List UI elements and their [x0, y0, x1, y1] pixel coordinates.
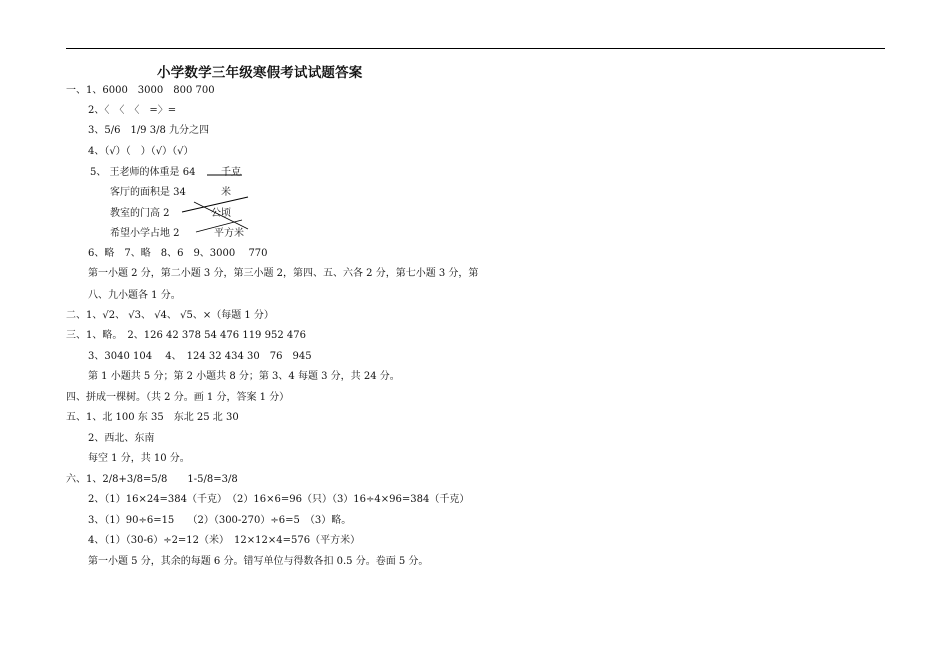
s6-q2: 2、（1）16×24=384（千克） （2）16×6=96（只）（3）16÷4×96=384（千克） [88, 494, 470, 505]
unit-sqm: 平方米 [214, 228, 244, 239]
s2: 二、1、√2、 √3、 √4、 √5、×（每题 1 分） [66, 310, 274, 321]
s5-score: 每空 1 分，共 10 分。 [88, 453, 190, 464]
s1-score-a: 第一小题 2 分，第二小题 3 分，第三小题 2，第四、五、六各 2 分，第七小题 3 分，第 [88, 268, 479, 279]
s4: 四、拼成一棵树。（共 2 分。画 1 分，答案 1 分） [66, 392, 290, 403]
s3-q3: 3、3040 104 4、 124 32 434 30 76 945 [88, 351, 312, 362]
s5-q2: 2、西北、东南 [88, 433, 155, 444]
s1-q1: 一、1、6000 3000 800 700 [66, 85, 215, 96]
page-title: 小学数学三年级寒假考试试题答案 [157, 65, 363, 81]
s1-q5-row3: 教室的门高 2 [110, 208, 170, 219]
s1-q5-row2: 客厅的面积是 34 [110, 187, 186, 198]
s3-score: 第 1 小题共 5 分；第 2 小题共 8 分；第 3、4 每题 3 分，共 24 分。 [88, 371, 400, 382]
s1-q6: 6、略 7、略 8、6 9、3000 770 [88, 248, 268, 259]
s1-q3: 3、5/6 1/9 3/8 九分之四 [88, 125, 210, 136]
s1-score-b: 八、九小题各 1 分。 [88, 290, 181, 301]
match-line-3 [194, 202, 248, 229]
s1-q2: 2、〈 〈 〈 =〉= [88, 105, 177, 116]
match-line-4 [196, 220, 242, 232]
match-line-2 [182, 197, 248, 212]
s6-q4: 4、（1）（30-6）÷2=12（米） 12×12×4=576（平方米） [88, 535, 361, 546]
s3-q1: 三、1、略。 2、126 42 378 54 476 119 952 476 [66, 330, 306, 341]
s6-q1: 六、1、2/8+3/8=5/8 1-5/8=3/8 [66, 474, 238, 485]
s6-q3: 3、（1）90÷6=15 （2）（300-270）÷6=5 （3）略。 [88, 515, 352, 526]
unit-hectare: 公顷 [211, 208, 231, 219]
s1-q5-row1: 5、 王老师的体重是 64 [90, 167, 196, 178]
s1-q5-row4: 希望小学占地 2 [110, 228, 180, 239]
unit-kg: 千克 [221, 167, 241, 178]
s6-score: 第一小题 5 分，其余的每题 6 分。错写单位与得数各扣 0.5 分。卷面 5 分。 [88, 556, 429, 567]
s1-q4: 4、（√）（ ）（√）（√） [88, 146, 194, 157]
unit-m: 米 [221, 187, 231, 198]
s5-q1: 五、1、北 100 东 35 东北 25 北 30 [66, 412, 239, 423]
